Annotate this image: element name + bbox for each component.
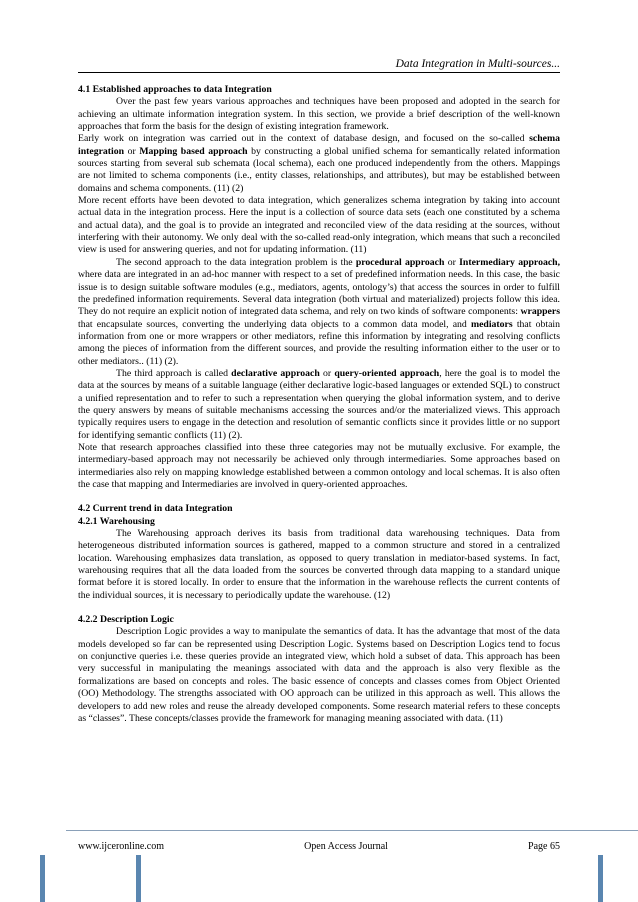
paragraph: The second approach to the data integration problem is the procedural approach or Intermediary approach, where data are integrated in an ad-hoc manner with respect to a set of predefined information needs. In this case, the basic issue is to design suitable software modules (e.g., mediators, agents, ontology’s) that access the sources in order to fulfill the predefined information requirements. Several data integration (both virtual and materialized) projects follow this idea. They do not require an explicit notion of integrated data schema, and rely on two kinds of software components: wrappers that encapsulate sources, converting the underlying data objects to a common data model, and mediators that obtain information from one or more wrappers or other mediators, refine this information by integrating and resolving conflicts among the pieces of information from the different sources, and provide the resulting information either to the user or to other mediators.. (11) (2). — [78, 256, 561, 367]
paragraph: The third approach is called declarative approach or query-oriented approach, here the goal is to model the data at the sources by means of a suitable language (either declarative logic-based languages or extended SQL) to construct a unified representation and to refer to such a representation when querying the global information system, and to derive the query answers by means of suitable mechanisms accessing the sources and/or the materialized views. This approach typically requires users to engage in the detection and resolution of semantic conflicts since it provides little or no support for identifying semantic conflicts (11) (2). — [78, 367, 560, 441]
paragraph: Description Logic provides a way to manipulate the semantics of data. It has the advantage that most of the data models developed so far can be represented using Description Logic. Systems based on Description Logics tend to focus on conjunctive queries i.e. these queries provide an integrated view, which hold a subset of data. This approach has been very successful in manipulating the meanings associated with data and the approach is also very flexible as the formalizations are based on concepts and roles. The basic essence of concepts and classes comes from Object Oriented (OO) Methodology. The strengths associated with OO approach can be utilized in this approach as well. This allows the developers to add new roles and reuse the already developed components. Some research material refers to these concepts as “classes”. These concepts/classes provide the framework for managing meaning associated with data. (11) — [78, 626, 560, 724]
paragraph: Note that research approaches classified into these three categories may not be mutually exclusive. For example, the intermediary-based approach may not necessarily be achieved only through intermediaries. Some approaches based on intermediaries also rely on mapping knowledge established between a common ontology and local schemas. It is also often the case that mapping and Intermediaries are involved in query-oriented approaches. — [78, 441, 560, 490]
footer-divider — [66, 830, 638, 831]
paragraph: The Warehousing approach derives its basis from traditional data warehousing techniques. Data from heterogeneous distributed information sources is gathered, mapped to a common structure and stored in a centralized location. Warehousing emphasizes data translation, as opposed to query translation in mediator-based systems. In fact, warehousing requires that all the data loaded from the sources be converted through data mapping to a standard unique format before it is stored locally. In order to ensure that the information in the warehouse reflects the current contents of the individual sources, it is necessary to periodically update the warehouse. (12) — [78, 528, 560, 601]
page-footer — [78, 841, 560, 852]
running-title: Data Integration in Multi-sources... — [395, 58, 560, 70]
section-heading-4-2: 4.2 Current trend in data Integration — [78, 503, 233, 515]
paragraph: More recent efforts have been devoted to data integration, which generalizes schema integration by taking into account actual data in the integration process. Here the input is a collection of source data sets (each one constituted by a schema and actual data), and the goal is to provide an integrated and reconciled view of the data residing at the sources, without interfering with their autonomy. We only deal with the so-called read-only integration, which means that such a reconciled view is used for answering queries, and not for updating information. (11) — [78, 195, 560, 256]
section-heading-4-1: 4.1 Established approaches to data Integration — [78, 84, 272, 95]
footer-decor-bar — [40, 855, 45, 902]
footer-decor-bar — [598, 855, 603, 902]
subsection-heading-4-2-2: 4.2.2 Description Logic — [78, 614, 174, 626]
running-header — [78, 58, 560, 73]
footer-website: www.ijceronline.com — [78, 841, 164, 852]
footer-decor-bar — [136, 855, 141, 902]
page-body — [78, 84, 560, 725]
footer-journal: Open Access Journal — [304, 841, 388, 852]
subsection-heading-4-2-1: 4.2.1 Warehousing — [78, 515, 155, 527]
footer-page-number: Page 65 — [528, 841, 560, 852]
paragraph: Early work on integration was carried out in the context of database design, and focused on the so-called schema integration or Mapping based approach by constructing a global unified schema for semantically related information sources starting from several sub schemata (local schema), each one produced independently from the others. Mappings are not limited to schema components (i.e., entity classes, relationships, and attributes), but may be established between domains and schema components. (11) (2) — [78, 133, 560, 194]
paragraph: Over the past few years various approaches and techniques have been proposed and adopted in the search for achieving an ultimate information integration system. In this section, we provide a brief description of the well-known approaches that form the basis for the design of existing integration framework. — [78, 96, 560, 133]
